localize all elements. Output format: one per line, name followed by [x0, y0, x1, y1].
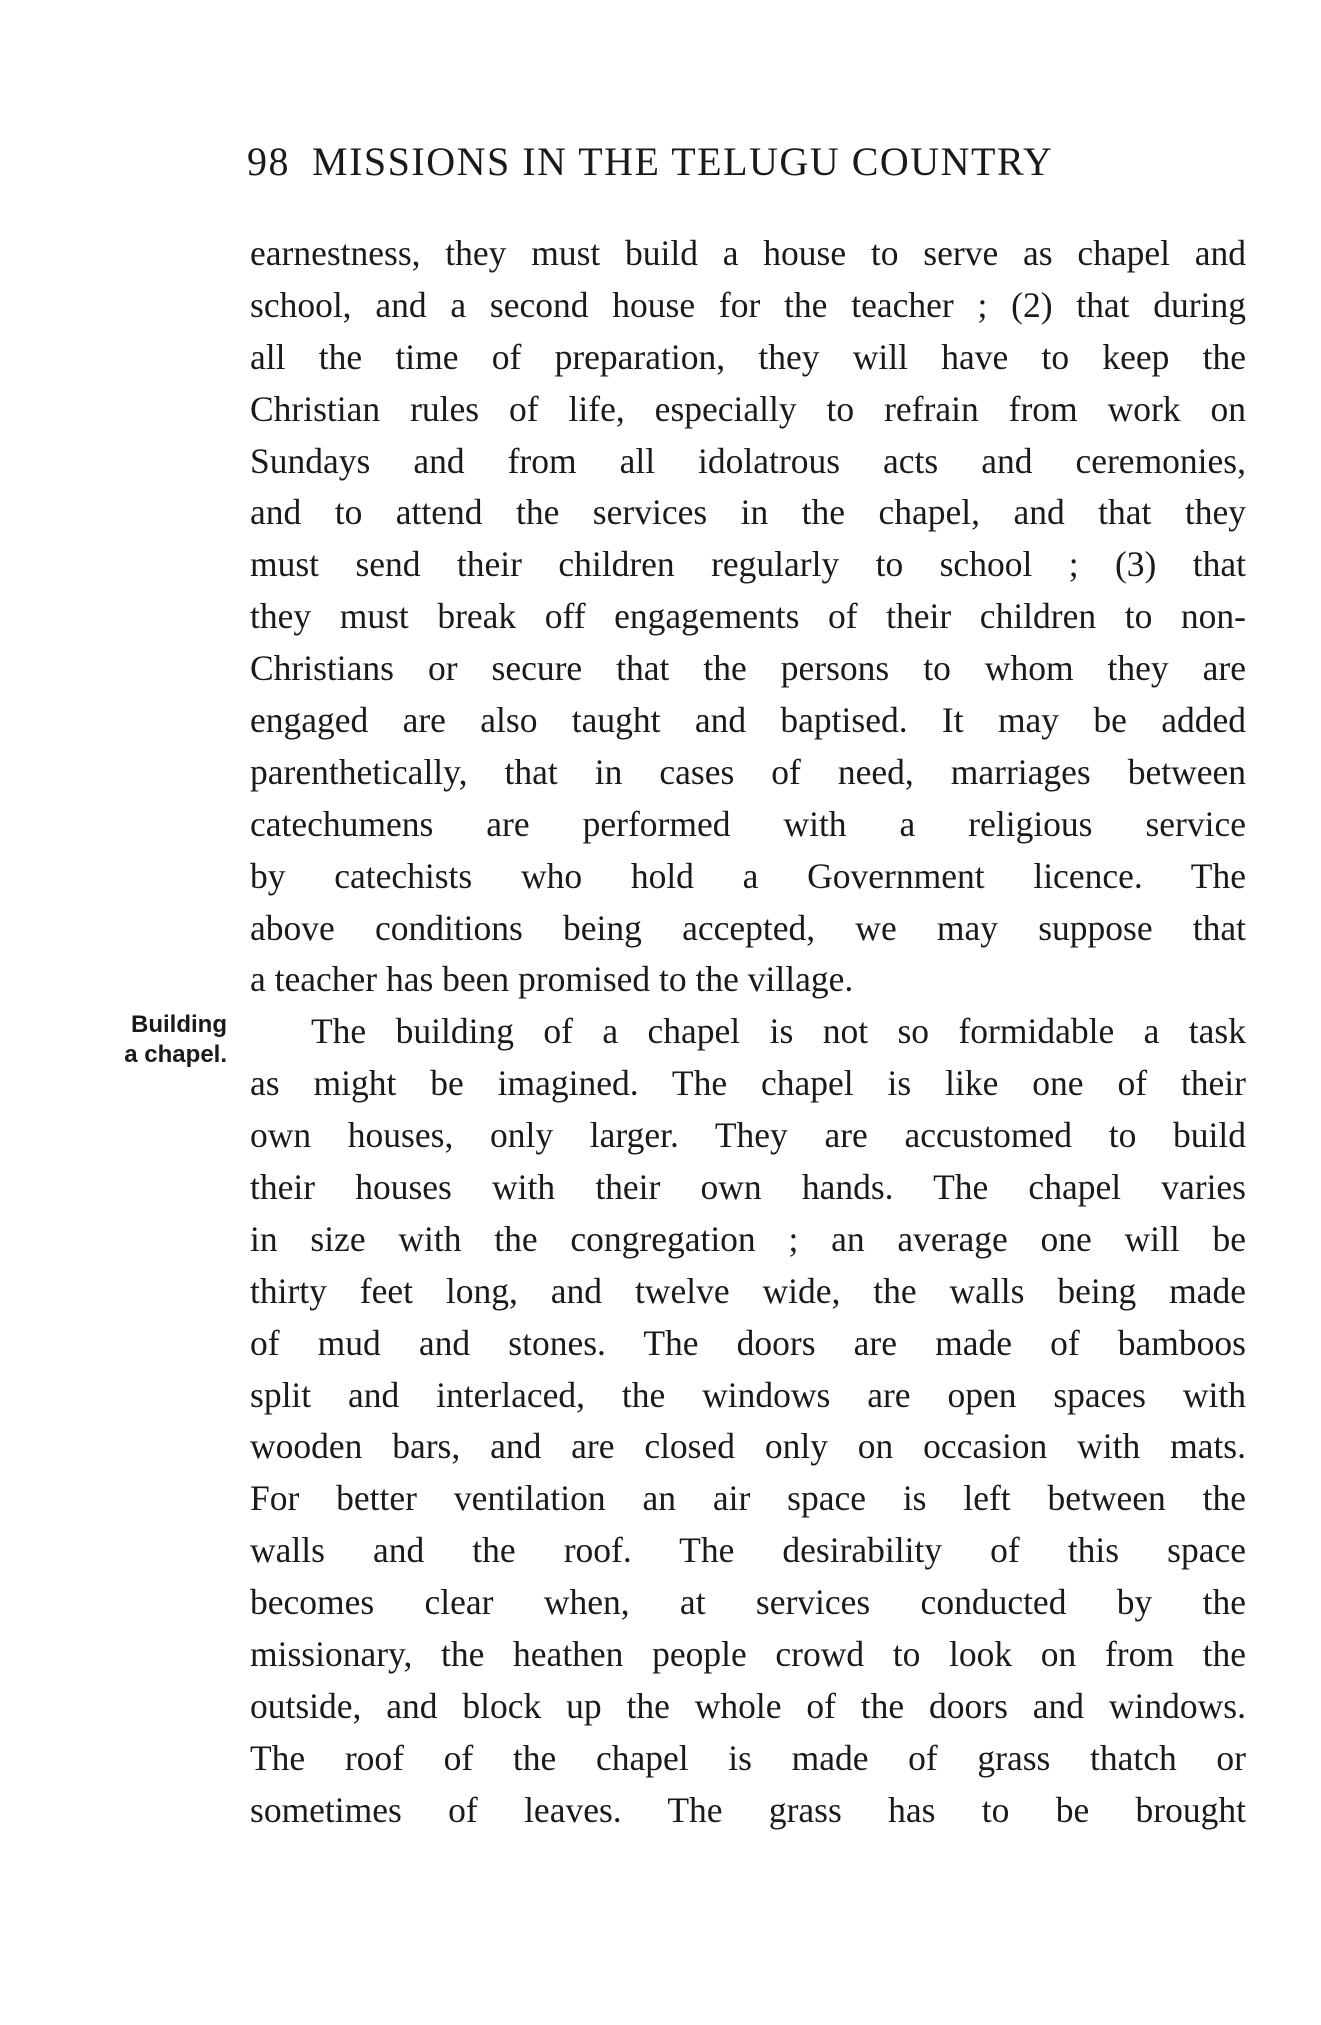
text-line: Christian rules of life, especially to refrain from work on: [250, 388, 1246, 429]
text-line: a teacher has been promised to the village.: [250, 959, 854, 1000]
text-line: Sundays and from all idolatrous acts and ceremonies,: [250, 440, 1246, 481]
text-line: Christians or secure that the persons to whom they are: [250, 648, 1246, 689]
text-line: becomes clear when, at services conducted by the: [250, 1582, 1246, 1623]
text-line: school, and a second house for the teacher ; (2) that during: [250, 284, 1246, 325]
text-line: of mud and stones. The doors are made of bamboos: [250, 1322, 1246, 1363]
text-line: their houses with their own hands. The chapel varies: [250, 1167, 1246, 1208]
text-line: above conditions being accepted, we may suppose that: [250, 907, 1246, 948]
text-line: catechumens are performed with a religious service: [250, 803, 1246, 844]
text-line: The building of a chapel is not so formidable a task: [311, 1011, 1246, 1052]
text-line: as might be imagined. The chapel is like one of their: [250, 1063, 1246, 1104]
margin-note-line: Building: [131, 1011, 227, 1038]
text-line: For better ventilation an air space is left between the: [250, 1478, 1246, 1519]
text-line: split and interlaced, the windows are open spaces with: [250, 1374, 1246, 1415]
text-line: own houses, only larger. They are accustomed to build: [250, 1115, 1246, 1156]
text-line: earnestness, they must build a house to serve as chapel and: [250, 233, 1246, 273]
page-number: 98: [247, 139, 290, 184]
text-line: thirty feet long, and twelve wide, the walls being made: [250, 1270, 1246, 1311]
margin-note: [77, 1010, 227, 1070]
text-line: missionary, the heathen people crowd to look on from the: [250, 1634, 1246, 1675]
text-line: wooden bars, and are closed only on occasion with mats.: [250, 1426, 1246, 1467]
text-line: The roof of the chapel is made of grass thatch or: [250, 1737, 1246, 1778]
text-line: they must break off engagements of their children to non-: [250, 596, 1246, 637]
text-line: outside, and block up the whole of the doors and windows.: [250, 1685, 1246, 1726]
text-line: in size with the congregation ; an average one will be: [250, 1218, 1246, 1259]
text-line: engaged are also taught and baptised. It may be added: [250, 700, 1246, 741]
text-line: sometimes of leaves. The grass has to be brought: [250, 1789, 1246, 1830]
running-title: MISSIONS IN THE TELUGU COUNTRY: [312, 139, 1054, 184]
margin-note-line: a chapel.: [124, 1041, 227, 1068]
text-line: by catechists who hold a Government licence. The: [250, 855, 1246, 896]
running-header: [247, 138, 1147, 185]
body-text: [250, 228, 1246, 1837]
text-line: parenthetically, that in cases of need, marriages between: [250, 751, 1246, 792]
text-line: and to attend the services in the chapel, and that they: [250, 492, 1246, 533]
text-line: all the time of preparation, they will have to keep the: [250, 336, 1246, 377]
text-line: must send their children regularly to school ; (3) that: [250, 544, 1246, 585]
text-line: walls and the roof. The desirability of this space: [250, 1530, 1246, 1571]
